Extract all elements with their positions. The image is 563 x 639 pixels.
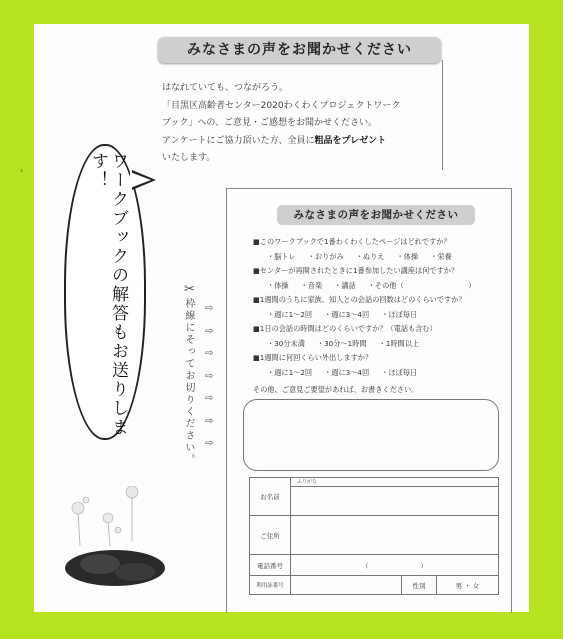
question: ■センターが再開されたときに1番参加したい講座は何ですか？ [253,266,459,275]
opinion-label: その他、ご意見ご要望があれば、お書きください。 [253,385,419,394]
card-number-field[interactable] [291,576,402,595]
option[interactable]: ・ほぼ毎日 [381,368,418,377]
question: ■1週間に何回くらい外出しますか？ [253,353,373,362]
option[interactable]: ・講話 [334,281,356,290]
question-options [253,307,511,322]
arrow-right-icon: ⇨ [205,370,214,382]
survey-form [226,188,512,613]
bubble-text: ワークブックの解答もお送りします！ [88,152,128,437]
intro-line: ブック」への、ご意見・ご感想をお聞かせください。 [162,118,378,128]
furigana-field[interactable]: ふりがな [291,478,499,487]
intro-text [162,80,442,168]
phone-label: 電話番号 [250,555,291,576]
option[interactable]: ・体操 [396,252,419,261]
arrow-right-icon: ⇨ [205,348,214,359]
present-highlight: 粗品をプレゼント [314,135,387,146]
address-label: ご住所 [250,516,291,555]
question-list [253,235,511,380]
cut-instruction: 枠線にそってお切りください。 [183,298,194,466]
option[interactable]: ・ほぼ毎日 [381,310,418,319]
intro-line: 「目黒区高齢者センター2020わくわくプロジェクトワーク [162,100,401,111]
gender-options[interactable]: 男 ・ 女 [437,576,499,595]
option[interactable]: ・週に1〜2回 [267,310,313,319]
arrow-right-icon: ⇨ [205,303,214,314]
contact-table [249,477,499,595]
option[interactable]: ・体操 [267,281,289,290]
arrow-right-icon: ⇨ [205,438,214,449]
phone-field[interactable]: （ ） [291,555,499,576]
option[interactable]: ・栄養 [430,252,452,261]
option[interactable]: ・週に1〜2回 [267,368,313,377]
form-title: みなさまの声をお聞かせください [277,205,475,225]
divider [442,60,443,170]
intro-line: いたします。 [162,153,216,163]
option[interactable]: ・おりがみ [307,252,344,261]
question: ■1週間のうちに家族、知人との会話の回数はどのくらいですか？ [253,295,466,304]
page-title: みなさまの声をお聞かせください [158,37,441,63]
option[interactable]: ・脳トレ [267,252,296,261]
option[interactable]: ・週に3〜4回 [324,310,370,319]
option[interactable]: ・1時間以上 [378,339,420,348]
option[interactable]: ・ぬりえ [355,252,385,261]
bubble-tail-fill [130,172,151,188]
name-field[interactable] [291,487,499,516]
intro-line [162,133,442,151]
option[interactable]: ・30分〜1時間 [316,339,367,348]
question-options [253,336,511,351]
question-options [253,365,511,380]
flower-illustration [60,486,170,596]
address-field[interactable] [291,516,499,555]
question-options [253,278,511,293]
question: ■このワークブックで1番わくわくしたページはどれですか？ [253,237,451,246]
option[interactable]: ・30分未満 [267,339,305,348]
card-number-label: 利用証番号 [250,576,291,595]
option[interactable]: ・その他（ ） [367,281,476,290]
gender-label: 性別 [402,576,437,595]
arrow-column [205,298,219,456]
arrow-right-icon: ⇨ [205,325,214,337]
option[interactable]: ・音楽 [300,281,323,290]
speech-bubble [58,140,148,440]
arrow-right-icon: ⇨ [205,393,214,404]
intro-line: はなれていても、つながろう。 [162,83,289,93]
scissors-icon: ✂ [184,282,195,297]
option[interactable]: ・週に3〜4回 [324,368,370,377]
intro-prefix: アンケートにご協力頂いた方、全員に [162,135,315,146]
question: ■1日の会話の時間はどのくらいですか？（電話も含む） [253,324,437,333]
question-options [253,249,511,264]
opinion-textarea[interactable] [243,399,499,471]
arrow-right-icon: ⇨ [205,415,214,427]
name-label: お名前 [250,478,291,516]
margin-mark: › [20,166,24,175]
